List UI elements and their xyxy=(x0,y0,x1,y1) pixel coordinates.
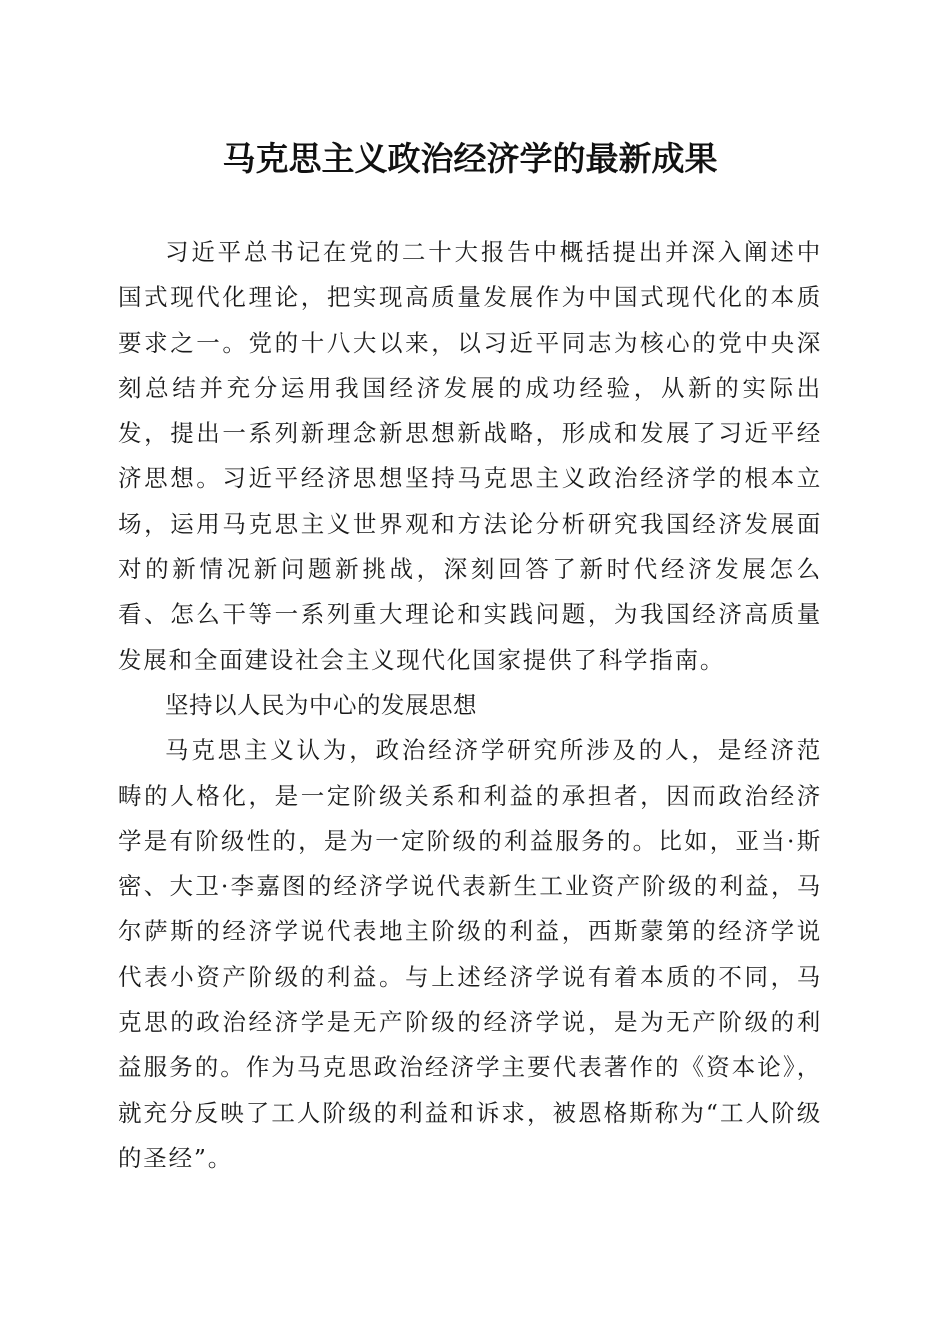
section-heading: 坚持以人民为中心的发展思想 xyxy=(165,690,477,719)
document-body xyxy=(118,230,822,1181)
document-title: 马克思主义政治经济学的最新成果 xyxy=(222,139,718,178)
intro-paragraph: 习近平总书记在党的二十大报告中概括提出并深入阐述中国式现代化理论，把实现高质量发展作为中国式现代化的本质要求之一。党的十八大以来，以习近平同志为核心的党中央深刻总结并充分运用我国经济发展的成功经验，从新的实际出发，提出一系列新理念新思想新战略，形成和发展了习近平经济思想。习近平经济思想坚持马克思主义政治经济学的根本立场，运用马克思主义世界观和方法论分析研究我国经济发展面对的新情况新问题新挑战，深刻回答了新时代经济发展怎么看、怎么干等一系列重大理论和实践问题，为我国经济高质量发展和全面建设社会主义现代化国家提供了科学指南。 xyxy=(118,238,822,674)
section-paragraph: 马克思主义认为，政治经济学研究所涉及的人，是经济范畴的人格化，是一定阶级关系和利益的承担者，因而政治经济学是有阶级性的，是为一定阶级的利益服务的。比如，亚当·斯密、大卫·李嘉图的经济学说代表新生工业资产阶级的利益，马尔萨斯的经济学说代表地主阶级的利益，西斯蒙第的经济学说代表小资产阶级的利益。与上述经济学说有着本质的不同，马克思的政治经济学是无产阶级的经济学说，是为无产阶级的利益服务的。作为马克思政治经济学主要代表著作的《资本论》，就充分反映了工人阶级的利益和诉求，被恩格斯称为“工人阶级的圣经”。 xyxy=(118,736,822,1172)
